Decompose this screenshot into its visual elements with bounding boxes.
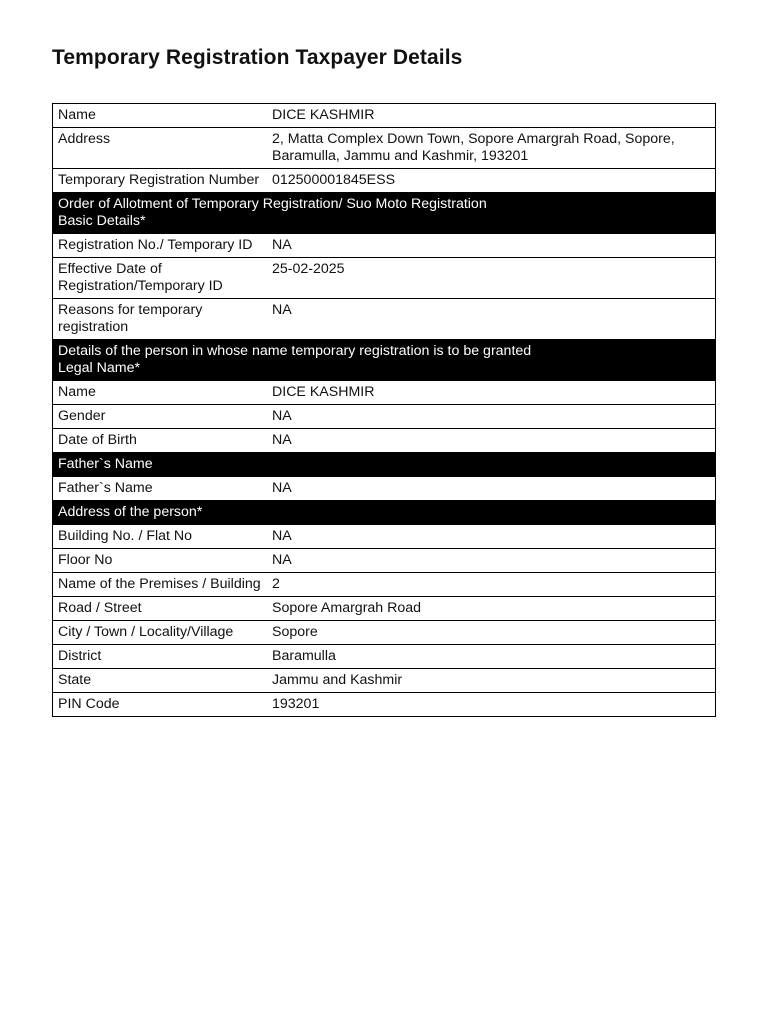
field-label: Gender — [53, 405, 268, 429]
table-row — [53, 477, 716, 501]
field-label: Temporary Registration Number — [53, 169, 268, 193]
field-value: NA — [267, 429, 716, 453]
field-label: Father`s Name — [53, 477, 268, 501]
section-header-cell — [53, 340, 716, 381]
field-value: 193201 — [267, 693, 716, 717]
field-label: Building No. / Flat No — [53, 525, 268, 549]
section-header-legal-name — [53, 340, 716, 381]
section-heading: Details of the person in whose name temporary registration is to be granted — [58, 343, 532, 359]
table-row — [53, 299, 716, 340]
table-row — [53, 693, 716, 717]
table-row — [53, 405, 716, 429]
field-value: 012500001845ESS — [267, 169, 716, 193]
field-value: NA — [267, 234, 716, 258]
field-value: NA — [267, 525, 716, 549]
section-heading: Order of Allotment of Temporary Registration/ Suo Moto Registration — [58, 196, 487, 212]
table-row — [53, 621, 716, 645]
field-label: Road / Street — [53, 597, 268, 621]
section-subheading: Legal Name* — [58, 360, 141, 376]
taxpayer-details-table — [52, 103, 716, 717]
table-row — [53, 258, 716, 299]
field-value: NA — [267, 549, 716, 573]
field-label: District — [53, 645, 268, 669]
section-header-cell — [53, 193, 716, 234]
field-value: 2 — [267, 573, 716, 597]
field-label: Name of the Premises / Building — [53, 573, 268, 597]
section-header-address — [53, 501, 716, 525]
field-value: NA — [267, 405, 716, 429]
field-label: Name — [53, 104, 268, 128]
table-row — [53, 549, 716, 573]
field-value: 25-02-2025 — [267, 258, 716, 299]
field-value: NA — [267, 299, 716, 340]
table-row — [53, 645, 716, 669]
table-row — [53, 128, 716, 169]
field-label: Name — [53, 381, 268, 405]
field-label: Floor No — [53, 549, 268, 573]
field-value: Baramulla — [267, 645, 716, 669]
field-value: Sopore — [267, 621, 716, 645]
table-row — [53, 525, 716, 549]
table-row — [53, 669, 716, 693]
section-header-basic-details — [53, 193, 716, 234]
field-value: 2, Matta Complex Down Town, Sopore Amargrah Road, Sopore, Baramulla, Jammu and Kashmir, 193201 — [267, 128, 716, 169]
table-row — [53, 104, 716, 128]
field-label: Registration No./ Temporary ID — [53, 234, 268, 258]
table-row — [53, 573, 716, 597]
table-row — [53, 169, 716, 193]
field-value: Sopore Amargrah Road — [267, 597, 716, 621]
section-heading: Father`s Name — [53, 453, 716, 477]
field-value: DICE KASHMIR — [267, 104, 716, 128]
page-title: Temporary Registration Taxpayer Details — [52, 46, 463, 69]
section-header-fathers-name — [53, 453, 716, 477]
field-value: NA — [267, 477, 716, 501]
field-label: Effective Date of Registration/Temporary ID — [53, 258, 268, 299]
table-row — [53, 381, 716, 405]
table-row — [53, 429, 716, 453]
field-label: Date of Birth — [53, 429, 268, 453]
section-heading: Address of the person* — [53, 501, 716, 525]
field-value: Jammu and Kashmir — [267, 669, 716, 693]
field-label: City / Town / Locality/Village — [53, 621, 268, 645]
field-value: DICE KASHMIR — [267, 381, 716, 405]
field-label: Reasons for temporary registration — [53, 299, 268, 340]
table-row — [53, 234, 716, 258]
field-label: Address — [53, 128, 268, 169]
section-subheading: Basic Details* — [58, 213, 146, 229]
field-label: PIN Code — [53, 693, 268, 717]
table-row — [53, 597, 716, 621]
field-label: State — [53, 669, 268, 693]
